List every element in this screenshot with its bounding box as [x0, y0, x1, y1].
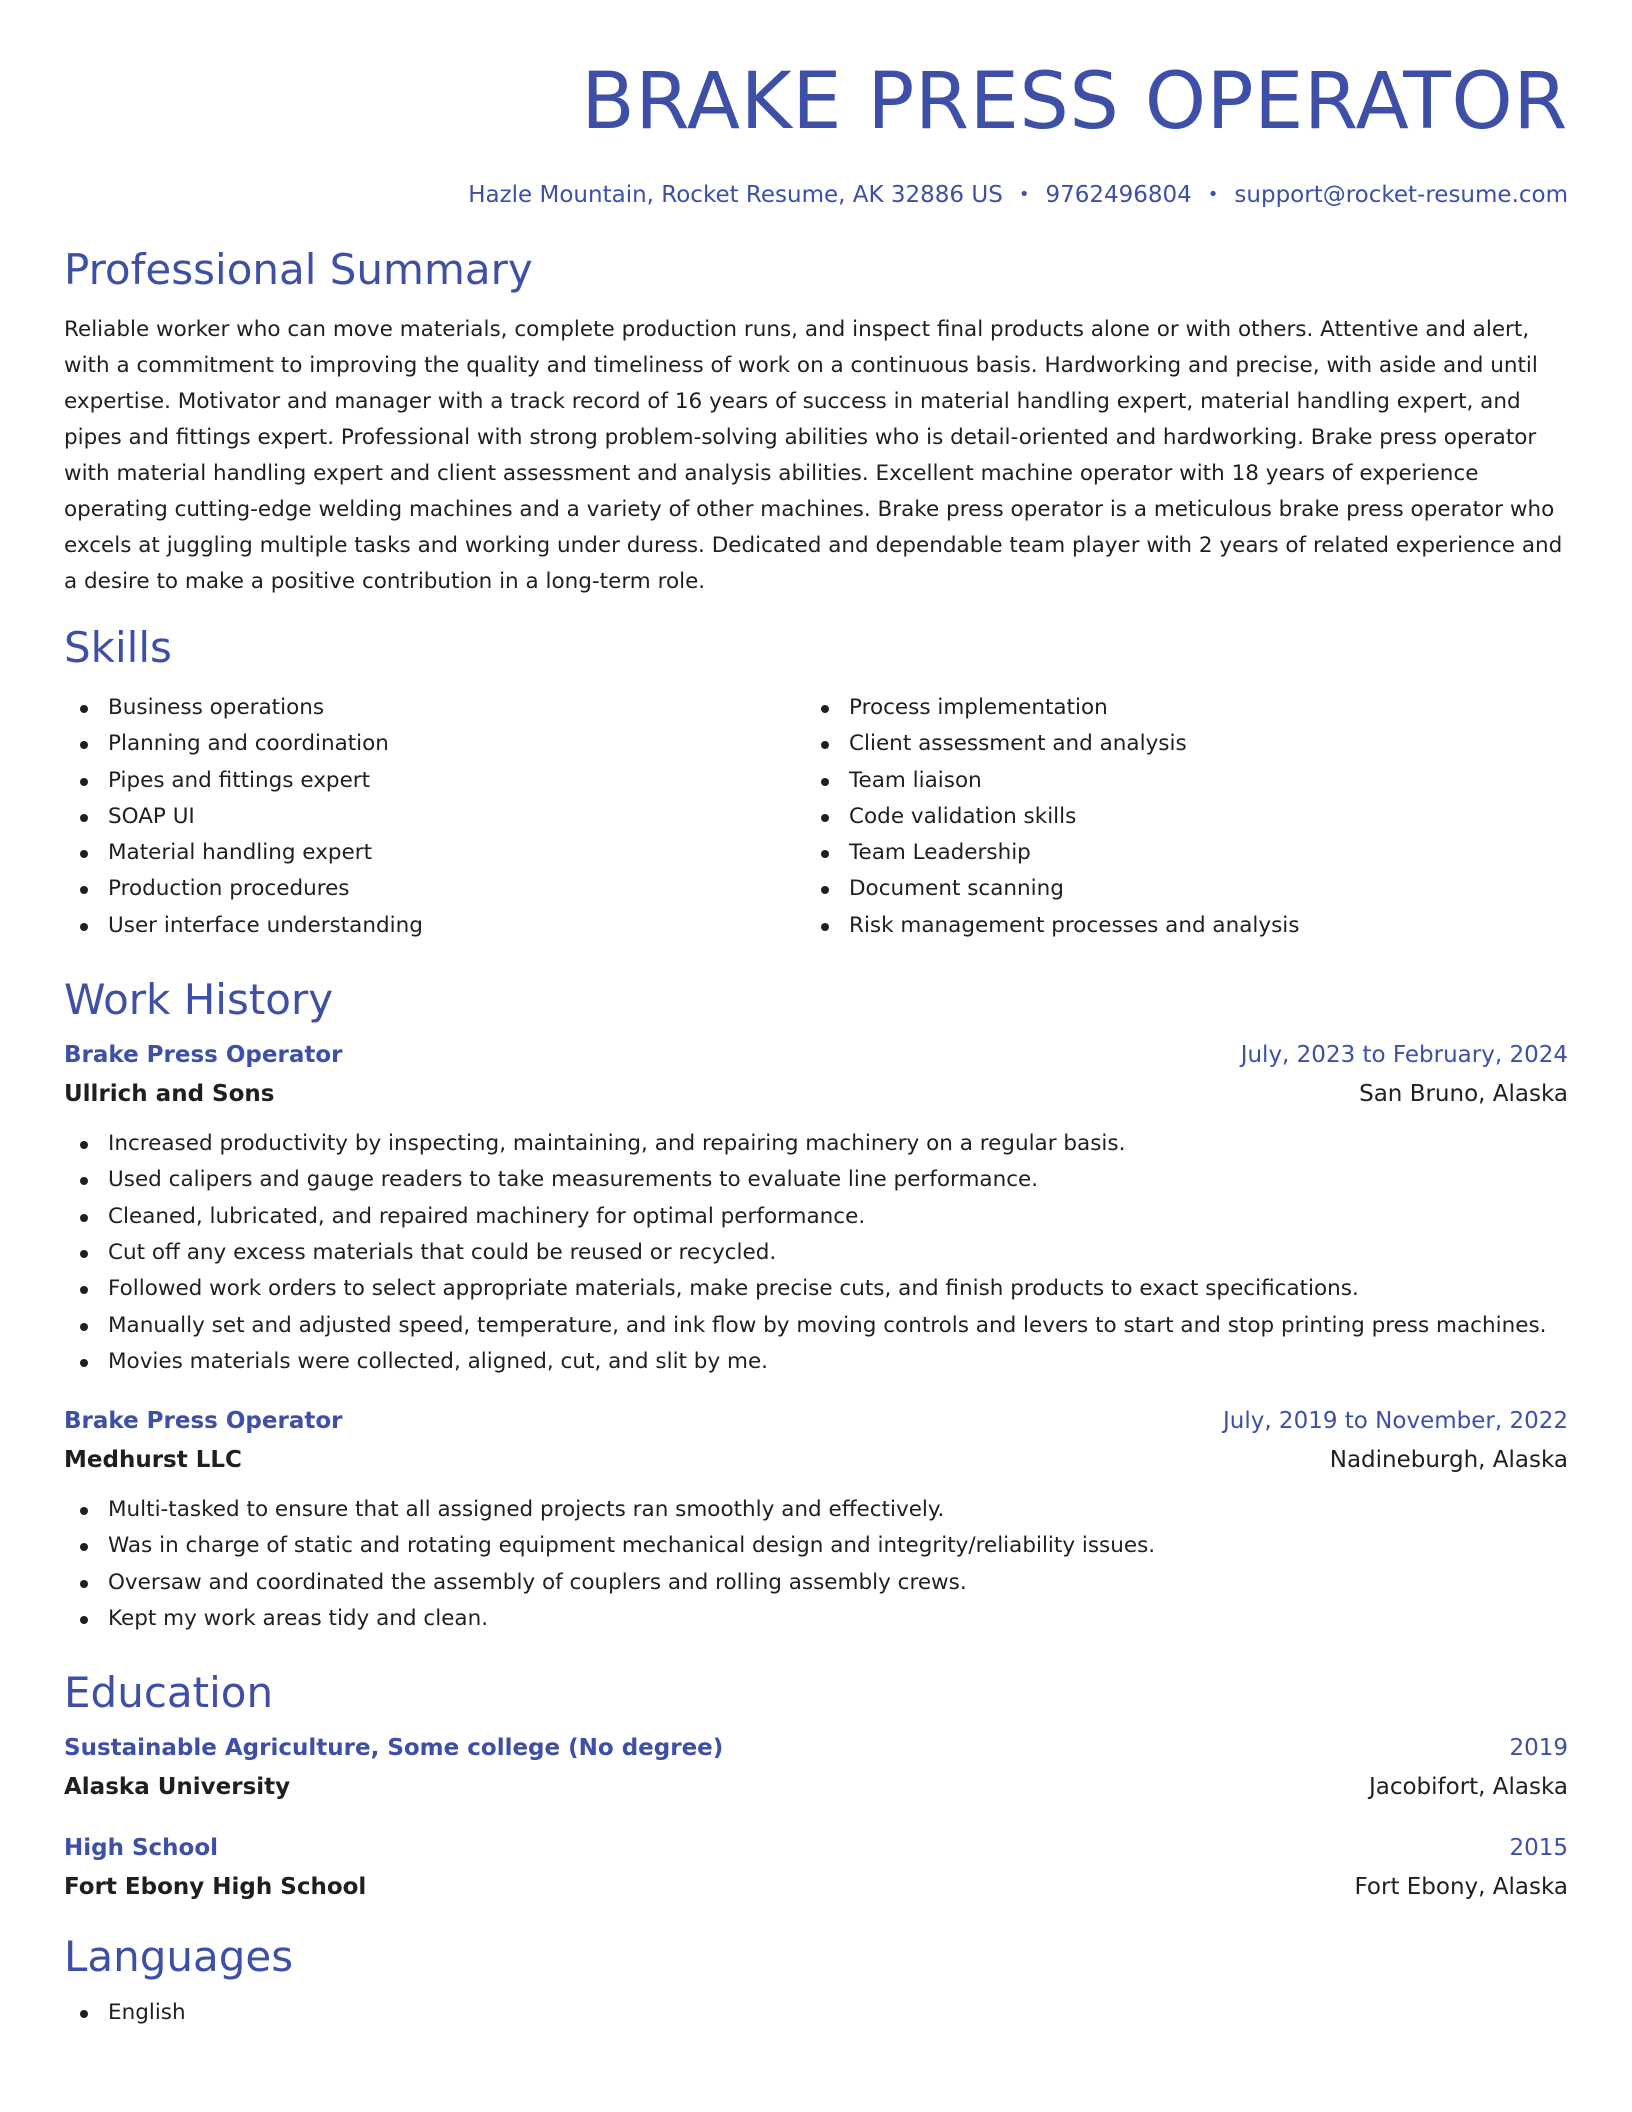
- job-title: Brake Press Operator: [64, 1408, 343, 1435]
- education-entries: [64, 1729, 1568, 1907]
- skills-section: [64, 620, 1568, 944]
- job-company: Ullrich and Sons: [64, 1081, 275, 1108]
- education-school-row: [64, 1767, 1568, 1807]
- work-heading: Work History: [64, 975, 334, 1025]
- contact-line: [64, 178, 1568, 214]
- job-bullet: Followed work orders to select appropriate materials, make precise cuts, and finish products to exact specifications.: [64, 1271, 1568, 1307]
- education-year: 2019: [1509, 1735, 1568, 1762]
- education-school-row: [64, 1867, 1568, 1907]
- skill-item: Document scanning: [805, 871, 1546, 907]
- summary-section: [64, 242, 1568, 600]
- education-school: Alaska University: [64, 1774, 291, 1801]
- contact-email[interactable]: support@rocket-resume.com: [1234, 182, 1568, 208]
- skill-item: Team liaison: [805, 763, 1546, 799]
- job-company: Medhurst LLC: [64, 1447, 242, 1474]
- job-bullet: Increased productivity by inspecting, maintaining, and repairing machinery on a regular basis.: [64, 1126, 1568, 1162]
- skills-columns: [64, 690, 1568, 944]
- job-title: Brake Press Operator: [64, 1042, 343, 1069]
- job-bullet: Cut off any excess materials that could be reused or recycled.: [64, 1235, 1568, 1271]
- job-location: Nadineburgh, Alaska: [1329, 1447, 1568, 1474]
- job-bullet: Used calipers and gauge readers to take measurements to evaluate line performance.: [64, 1162, 1568, 1198]
- job-bullet: Kept my work areas tidy and clean.: [64, 1601, 1568, 1637]
- job-bullet: Multi-tasked to ensure that all assigned projects ran smoothly and effectively.: [64, 1492, 1568, 1528]
- job-bullet: Oversaw and coordinated the assembly of couplers and rolling assembly crews.: [64, 1565, 1568, 1601]
- job-company-row: [64, 1074, 1568, 1114]
- contact-phone: 9762496804: [1045, 182, 1192, 208]
- job-entry: [64, 1036, 1568, 1380]
- skills-left-list: [64, 690, 805, 944]
- job-company-row: [64, 1440, 1568, 1480]
- contact-address: Hazle Mountain, Rocket Resume, AK 32886 US: [468, 182, 1003, 208]
- languages-list: [64, 1995, 1568, 2031]
- job-bullet: Was in charge of static and rotating equipment mechanical design and integrity/reliability issues.: [64, 1528, 1568, 1564]
- education-header-row: [64, 1729, 1568, 1767]
- education-section: [64, 1665, 1568, 1907]
- skill-item: Planning and coordination: [64, 726, 805, 762]
- education-school: Fort Ebony High School: [64, 1874, 367, 1901]
- skill-item: Process implementation: [805, 690, 1546, 726]
- job-bullets: [64, 1492, 1568, 1637]
- work-section: [64, 972, 1568, 1637]
- skill-item: Production procedures: [64, 871, 805, 907]
- education-heading: Education: [64, 1668, 274, 1718]
- job-bullet: Movies materials were collected, aligned, cut, and slit by me.: [64, 1344, 1568, 1380]
- job-header-row: [64, 1402, 1568, 1440]
- education-entry: [64, 1729, 1568, 1807]
- language-item: English: [64, 1995, 1568, 2031]
- skills-right-list: [805, 690, 1546, 944]
- education-location: Jacobifort, Alaska: [1368, 1774, 1568, 1801]
- job-bullet: Manually set and adjusted speed, temperature, and ink flow by moving controls and levers to start and stop printing press machines.: [64, 1308, 1568, 1344]
- skill-item: Risk management processes and analysis: [805, 908, 1546, 944]
- education-header-row: [64, 1829, 1568, 1867]
- job-bullet: Cleaned, lubricated, and repaired machinery for optimal performance.: [64, 1199, 1568, 1235]
- summary-text: Reliable worker who can move materials, complete production runs, and inspect final products alone or with others. Attentive and alert, with a commitment to improving the quality and timeliness of work on a continuous basis. Hardworking and precise, with aside and until expertise. Motivator and manager with a track record of 16 years of success in material handling expert, material handling expert, and pipes and fittings expert. Professional with strong problem-solving abilities who is detail-oriented and hardworking. Brake press operator with material handling expert and client assessment and analysis abilities. Excellent machine operator with 18 years of experience operating cutting-edge welding machines and a variety of other machines. Brake press operator is a meticulous brake press operator who excels at juggling multiple tasks and working under duress. Dedicated and dependable team player with 2 years of related experience and a desire to make a positive contribution in a long-term role.: [64, 317, 1563, 594]
- skills-heading: Skills: [64, 623, 172, 672]
- education-entry: [64, 1829, 1568, 1907]
- skill-item: Team Leadership: [805, 835, 1546, 871]
- skill-item: Client assessment and analysis: [805, 726, 1546, 762]
- languages-section: [64, 1929, 1568, 2031]
- skill-item: Business operations: [64, 690, 805, 726]
- work-entries: [64, 1036, 1568, 1637]
- job-dates: July, 2019 to November, 2022: [1222, 1408, 1568, 1435]
- job-header-row: [64, 1036, 1568, 1074]
- education-year: 2015: [1509, 1835, 1568, 1862]
- languages-heading: Languages: [64, 1932, 294, 1982]
- candidate-title: BRAKE PRESS OPERATOR: [581, 57, 1568, 147]
- job-dates: July, 2023 to February, 2024: [1240, 1042, 1568, 1069]
- skill-item: Pipes and fittings expert: [64, 763, 805, 799]
- education-degree: Sustainable Agriculture, Some college (No degree): [64, 1735, 724, 1762]
- job-location: San Bruno, Alaska: [1359, 1081, 1568, 1108]
- education-location: Fort Ebony, Alaska: [1354, 1874, 1568, 1901]
- summary-heading: Professional Summary: [64, 245, 533, 294]
- skill-item: Code validation skills: [805, 799, 1546, 835]
- contact-separator: •: [1207, 184, 1219, 205]
- contact-separator: •: [1018, 184, 1030, 205]
- skill-item: Material handling expert: [64, 835, 805, 871]
- skill-item: SOAP UI: [64, 799, 805, 835]
- education-degree: High School: [64, 1835, 219, 1862]
- job-bullets: [64, 1126, 1568, 1380]
- job-entry: [64, 1402, 1568, 1637]
- skill-item: User interface understanding: [64, 908, 805, 944]
